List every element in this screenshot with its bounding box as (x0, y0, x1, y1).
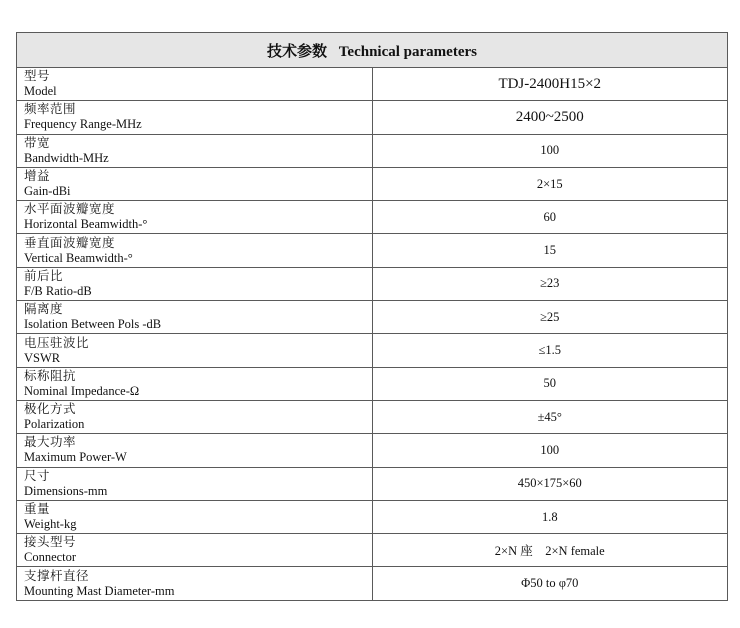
param-value: Φ50 to φ70 (372, 567, 728, 600)
param-label-cn: 极化方式 (24, 402, 77, 417)
table-header-row (17, 33, 728, 68)
param-value: TDJ-2400H15×2 (372, 68, 728, 101)
param-label-cn: 接头型号 (24, 535, 77, 550)
param-label-en: Weight-kg (24, 517, 77, 531)
param-label (17, 367, 373, 400)
param-label (17, 400, 373, 433)
param-value: 1.8 (372, 500, 728, 533)
param-label-en: Model (24, 84, 57, 99)
param-value: ≤1.5 (372, 334, 728, 367)
param-value: 100 (372, 434, 728, 467)
param-value: 60 (372, 201, 728, 234)
param-label-en: Connector (24, 550, 77, 565)
table-row (17, 267, 728, 300)
table-row (17, 534, 728, 567)
param-label-en: Frequency Range-MHz (24, 117, 142, 132)
table-row (17, 167, 728, 200)
param-label-en: Horizontal Beamwidth-° (24, 217, 148, 232)
table-title (17, 33, 728, 68)
param-label-cn: 标称阻抗 (24, 368, 77, 383)
table-row (17, 68, 728, 101)
technical-parameters-table (16, 32, 728, 601)
table-row (17, 301, 728, 334)
table-row (17, 400, 728, 433)
param-value: 2×15 (372, 167, 728, 200)
param-label-cn: 最大功率 (24, 435, 77, 450)
param-label-cn: 垂直面波瓣宽度 (24, 235, 116, 250)
param-value: ≥23 (372, 267, 728, 300)
param-label (17, 134, 373, 167)
table-row (17, 134, 728, 167)
param-label-cn: 型号 (24, 69, 51, 84)
param-label (17, 534, 373, 567)
param-label (17, 500, 373, 533)
param-label (17, 234, 373, 267)
param-value: 15 (372, 234, 728, 267)
table-row (17, 367, 728, 400)
param-value: 2400~2500 (372, 101, 728, 134)
param-value: 100 (372, 134, 728, 167)
param-label-en: Polarization (24, 417, 85, 432)
param-label-cn: 重量 (24, 502, 51, 516)
param-label-cn: 支撑杆直径 (24, 568, 90, 583)
param-label-en: Maximum Power-W (24, 450, 127, 465)
param-label (17, 467, 373, 500)
param-value: 2×N 座 2×N female (372, 534, 728, 567)
param-label-en: Vertical Beamwidth-° (24, 250, 133, 265)
param-label (17, 101, 373, 134)
param-label-en: Isolation Between Pols -dB (24, 317, 162, 332)
param-label (17, 267, 373, 300)
param-label-cn: 电压驻波比 (24, 335, 90, 350)
param-label (17, 201, 373, 234)
param-value: ≥25 (372, 301, 728, 334)
param-label (17, 434, 373, 467)
param-label-cn: 带宽 (24, 135, 51, 150)
table-row (17, 201, 728, 234)
table-row (17, 434, 728, 467)
param-label-en: Mounting Mast Diameter-mm (24, 583, 175, 598)
param-label-en: VSWR (24, 350, 61, 365)
param-label-cn: 水平面波瓣宽度 (24, 202, 116, 217)
param-label (17, 301, 373, 334)
param-label (17, 68, 373, 101)
table-row (17, 101, 728, 134)
param-value: 50 (372, 367, 728, 400)
table-title-cn: 技术参数 (267, 43, 328, 60)
table-row (17, 234, 728, 267)
table-title-en: Technical parameters (338, 43, 477, 60)
param-label (17, 334, 373, 367)
param-label (17, 167, 373, 200)
param-label-en: F/B Ratio-dB (24, 283, 92, 298)
param-label-en: Nominal Impedance-Ω (24, 383, 140, 398)
param-label-en: Gain-dBi (24, 184, 71, 199)
param-label-cn: 频率范围 (24, 102, 77, 117)
table-row (17, 467, 728, 500)
param-label-cn: 尺寸 (24, 468, 51, 483)
table-row (17, 567, 728, 600)
param-value: ±45° (372, 400, 728, 433)
param-label-cn: 增益 (24, 169, 51, 184)
param-label-cn: 隔离度 (24, 302, 64, 317)
param-label (17, 567, 373, 600)
param-label-en: Bandwidth-MHz (24, 150, 109, 165)
param-label-cn: 前后比 (24, 268, 64, 283)
table-row (17, 500, 728, 533)
param-value: 450×175×60 (372, 467, 728, 500)
param-label-en: Dimensions-mm (24, 483, 108, 498)
table-row (17, 334, 728, 367)
